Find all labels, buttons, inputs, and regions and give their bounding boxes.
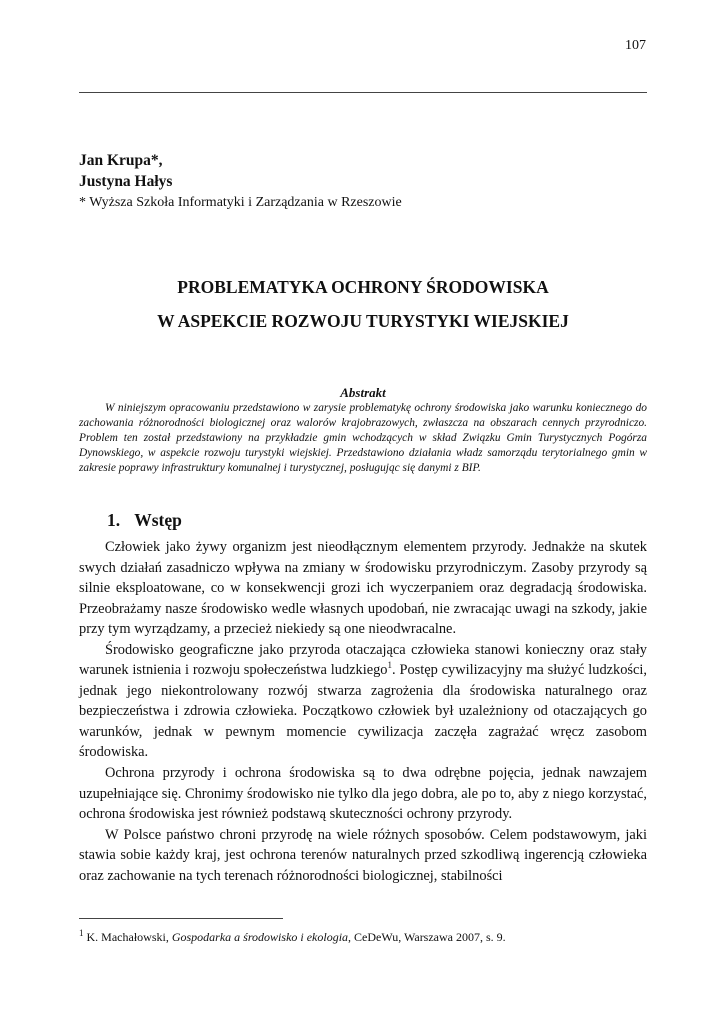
paragraph-text: . Postęp cywilizacyjny ma służyć ludzkości, jednak jego niekontrolowany rozwój stwarza zagrożenia dla środowiska naturalnego oraz bezpieczeństwa i zdrowia człowieka. Początkowo człowiek był uzależniony od otaczających go warunków, jednak w pewnym momencie cywilizacja zaczęła zagrażać wręcz zasobom środowiska. [79,662,647,761]
paragraph [79,640,647,763]
author-name: Jan Krupa*, [79,152,163,169]
header-rule [79,92,647,93]
page-number: 107 [625,38,646,53]
paper-title-line-2: W ASPEKCIE ROZWOJU TURYSTYKI WIEJSKIEJ [157,311,569,331]
footnote-reference[interactable]: 1 [387,660,393,671]
footnote-rule [79,918,283,919]
abstract [79,384,647,476]
footnote [79,929,647,945]
abstract-heading: Abstrakt [340,385,386,400]
paragraph: Człowiek jako żywy organizm jest nieodłącznym elementem przyrody. Jednakże na skutek swych działań zasadniczo wpływa na zmiany w środowisku przyrodniczym. Zasoby przyrody są silnie eksploatowane, co w konsekwencji grozi ich wyczerpaniem oraz degradacją środowiska. Przeobrażamy nasze środowisko wedle własnych upodobań, nie zwracając uwagi na szkody, jakie przy tym wyrządzamy, a przecież niekiedy są one nieodwracalne. [79,539,647,638]
author-block [79,150,647,213]
footnote-marker: 1 [79,928,84,938]
footnote-text: , CeDeWu, Warszawa 2007, s. 9. [348,930,506,944]
paper-title-line-1: PROBLEMATYKA OCHRONY ŚRODOWISKA [177,277,549,297]
section-heading [107,510,182,531]
footnote-book-title: Gospodarka a środowisko i ekologia [171,930,349,944]
section-title: Wstęp [134,510,182,530]
paragraph-text: Środowisko geograficzne jako przyroda otaczająca człowieka stanowi konieczny oraz stały warunek istnienia i rozwoju społeczeństwa ludzkiego [79,641,647,679]
abstract-text: W niniejszym opracowaniu przedstawiono w zarysie problematykę ochrony środowiska jako warunku koniecznego do zachowania różnorodności biologicznej oraz walorów krajobrazowych, zwłaszcza na obszarach cennych przyrodniczo. Problem ten został przedstawiony na przykładzie gmin wchodzących w skład Związku Gmin Turystycznych Pogórza Dynowskiego, w aspekcie rozwoju turystyki wiejskiej. Przedstawiono działania władz samorządu terytorialnego gmin w zakresie poprawy infrastruktury komunalnej i turystycznej, posługując się danymi z BIP. [79,402,647,474]
author-affiliation: * Wyższa Szkoła Informatyki i Zarządzania w Rzeszowie [79,195,402,210]
section-number: 1. [107,510,121,530]
paragraph: W Polsce państwo chroni przyrodę na wiele różnych sposobów. Celem podstawowym, jaki stawia sobie każdy kraj, jest ochrona terenów naturalnych przed szkodliwą ingerencją człowieka oraz zachowanie na tych terenach różnorodności biologicznej, stabilności [79,826,647,884]
paper-title [79,270,647,338]
body-text [79,537,647,886]
paragraph: Ochrona przyrody i ochrona środowiska są to dwa odrębne pojęcia, jednak nawzajem uzupełniające się. Chronimy środowisko nie tylko dla jego dobra, ale po to, aby z niego korzystać, ochrona środowiska jest również podstawą skuteczności ochrony przyrody. [79,765,647,823]
author-name: Justyna Hałys [79,173,173,190]
footnote-text: K. Machałowski, [83,930,172,944]
